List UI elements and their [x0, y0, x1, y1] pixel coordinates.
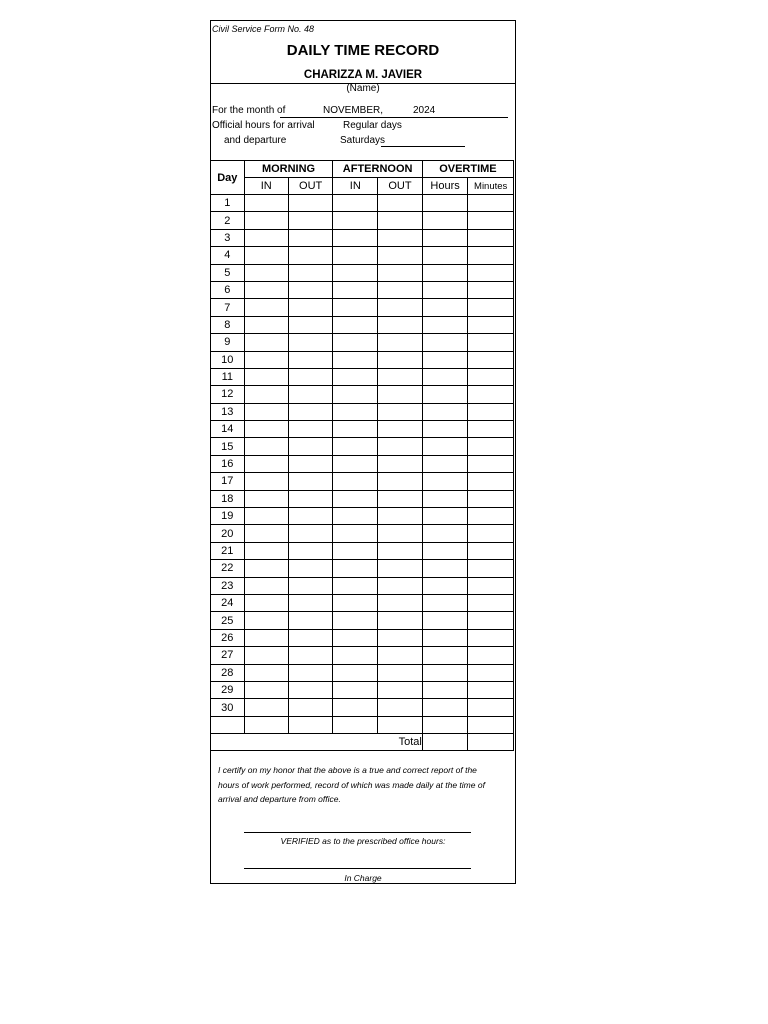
table-row [211, 560, 514, 577]
afternoon-in-cell[interactable] [333, 316, 378, 333]
afternoon-in-cell[interactable] [333, 386, 378, 403]
day-number: 25 [211, 612, 245, 629]
afternoon-out-cell[interactable] [378, 542, 423, 559]
morning-in-cell[interactable] [244, 681, 288, 698]
total-minutes-cell[interactable] [468, 734, 514, 751]
overtime-hours-cell[interactable] [422, 195, 468, 212]
overtime-hours-cell[interactable] [422, 508, 468, 525]
overtime-hours-cell[interactable] [422, 316, 468, 333]
afternoon-out-cell[interactable] [378, 629, 423, 646]
morning-in-cell[interactable] [244, 386, 288, 403]
morning-in-cell[interactable] [244, 542, 288, 559]
morning-out-cell[interactable] [288, 681, 333, 698]
morning-out-header: OUT [288, 178, 333, 195]
afternoon-out-cell[interactable] [378, 664, 423, 681]
afternoon-out-cell[interactable] [378, 473, 423, 490]
afternoon-out-cell[interactable] [378, 229, 423, 246]
overtime-hours-cell[interactable] [422, 473, 468, 490]
afternoon-in-cell[interactable] [333, 264, 378, 281]
overtime-minutes-cell[interactable] [468, 525, 514, 542]
morning-in-cell[interactable] [244, 334, 288, 351]
overtime-minutes-cell[interactable] [468, 647, 514, 664]
day-number: 24 [211, 594, 245, 611]
table-row [211, 299, 514, 316]
morning-in-cell[interactable] [244, 299, 288, 316]
afternoon-in-cell[interactable] [333, 334, 378, 351]
afternoon-in-cell[interactable] [333, 403, 378, 420]
name-caption: (Name) [346, 83, 380, 94]
afternoon-in-cell[interactable] [333, 212, 378, 229]
overtime-minutes-cell[interactable] [468, 577, 514, 594]
table-row [211, 247, 514, 264]
day-number: 5 [211, 264, 245, 281]
afternoon-out-cell[interactable] [378, 577, 423, 594]
afternoon-in-cell[interactable] [333, 473, 378, 490]
overtime-hours-cell[interactable] [422, 212, 468, 229]
afternoon-in-cell[interactable] [333, 542, 378, 559]
afternoon-out-cell[interactable] [378, 195, 423, 212]
table-row [211, 229, 514, 246]
table-row [211, 351, 514, 368]
morning-in-cell[interactable] [244, 281, 288, 298]
overtime-minutes-cell[interactable] [468, 247, 514, 264]
morning-out-cell[interactable] [288, 264, 333, 281]
afternoon-out-cell[interactable] [378, 264, 423, 281]
afternoon-out-cell[interactable] [378, 247, 423, 264]
official-hours-label: Official hours for arrival [212, 120, 315, 131]
morning-out-cell[interactable] [288, 699, 333, 716]
afternoon-in-cell[interactable] [333, 421, 378, 438]
overtime-hours-cell[interactable] [422, 368, 468, 385]
total-label: Total [211, 734, 423, 751]
day-number: 8 [211, 316, 245, 333]
morning-in-cell[interactable] [244, 438, 288, 455]
day-number: 6 [211, 281, 245, 298]
table-row [211, 664, 514, 681]
overtime-minutes-cell[interactable] [468, 629, 514, 646]
afternoon-in-cell[interactable] [333, 664, 378, 681]
employee-signature-line [244, 832, 471, 833]
overtime-hours-cell[interactable] [422, 716, 468, 733]
afternoon-out-cell[interactable] [378, 368, 423, 385]
morning-out-cell[interactable] [288, 542, 333, 559]
morning-in-cell[interactable] [244, 264, 288, 281]
overtime-minutes-cell[interactable] [468, 699, 514, 716]
morning-in-cell[interactable] [244, 455, 288, 472]
overtime-minutes-cell[interactable] [468, 334, 514, 351]
overtime-minutes-cell[interactable] [468, 716, 514, 733]
morning-out-cell[interactable] [288, 525, 333, 542]
morning-out-cell[interactable] [288, 560, 333, 577]
day-number: 13 [211, 403, 245, 420]
afternoon-out-cell[interactable] [378, 490, 423, 507]
overtime-hours-cell[interactable] [422, 455, 468, 472]
afternoon-in-cell[interactable] [333, 195, 378, 212]
overtime-minutes-cell[interactable] [468, 421, 514, 438]
overtime-hours-cell[interactable] [422, 647, 468, 664]
overtime-minutes-cell[interactable] [468, 560, 514, 577]
overtime-hours-cell[interactable] [422, 334, 468, 351]
afternoon-out-cell[interactable] [378, 316, 423, 333]
morning-in-cell[interactable] [244, 647, 288, 664]
overtime-hours-cell[interactable] [422, 438, 468, 455]
morning-out-cell[interactable] [288, 455, 333, 472]
certification-text: I certify on my honor that the above is a true and correct report of the hours of work performed, record of which was made daily at the time of arrival and departure from office. [218, 765, 485, 804]
afternoon-out-cell[interactable] [378, 438, 423, 455]
employee-name: CHARIZZA M. JAVIER [303, 69, 423, 81]
table-row [211, 212, 514, 229]
morning-out-cell[interactable] [288, 577, 333, 594]
table-row [211, 716, 514, 733]
afternoon-in-cell[interactable] [333, 508, 378, 525]
regular-days-label: Regular days [343, 120, 402, 131]
overtime-header: OVERTIME [422, 161, 513, 178]
day-number: 4 [211, 247, 245, 264]
day-number: 19 [211, 508, 245, 525]
day-number: 30 [211, 699, 245, 716]
overtime-minutes-cell[interactable] [468, 299, 514, 316]
table-row [211, 525, 514, 542]
morning-out-cell[interactable] [288, 490, 333, 507]
morning-out-cell[interactable] [288, 229, 333, 246]
overtime-minutes-cell[interactable] [468, 508, 514, 525]
overtime-hours-cell[interactable] [422, 247, 468, 264]
table-row [211, 473, 514, 490]
afternoon-in-cell[interactable] [333, 281, 378, 298]
overtime-hours-cell[interactable] [422, 229, 468, 246]
day-number: 22 [211, 560, 245, 577]
morning-out-cell[interactable] [288, 421, 333, 438]
table-row [211, 403, 514, 420]
afternoon-in-cell[interactable] [333, 368, 378, 385]
afternoon-in-cell[interactable] [333, 525, 378, 542]
afternoon-out-cell[interactable] [378, 716, 423, 733]
morning-out-cell[interactable] [288, 664, 333, 681]
afternoon-out-cell[interactable] [378, 681, 423, 698]
table-row [211, 421, 514, 438]
afternoon-in-cell[interactable] [333, 699, 378, 716]
overtime-hours-cell[interactable] [422, 560, 468, 577]
overtime-hours-cell[interactable] [422, 351, 468, 368]
overtime-minutes-cell[interactable] [468, 403, 514, 420]
table-row [211, 508, 514, 525]
overtime-hours-cell[interactable] [422, 577, 468, 594]
overtime-minutes-cell[interactable] [468, 212, 514, 229]
morning-in-cell[interactable] [244, 612, 288, 629]
afternoon-in-cell[interactable] [333, 629, 378, 646]
morning-in-cell[interactable] [244, 212, 288, 229]
table-row [211, 368, 514, 385]
morning-in-cell[interactable] [244, 368, 288, 385]
afternoon-out-cell[interactable] [378, 281, 423, 298]
afternoon-out-cell[interactable] [378, 699, 423, 716]
day-number: 17 [211, 473, 245, 490]
day-number: 1 [211, 195, 245, 212]
overtime-minutes-cell[interactable] [468, 351, 514, 368]
year-value: 2024 [413, 105, 436, 116]
in-charge-label: In Charge [344, 873, 382, 883]
afternoon-out-cell[interactable] [378, 421, 423, 438]
afternoon-out-cell[interactable] [378, 403, 423, 420]
afternoon-in-cell[interactable] [333, 560, 378, 577]
overtime-minutes-cell[interactable] [468, 229, 514, 246]
afternoon-out-cell[interactable] [378, 386, 423, 403]
overtime-hours-cell[interactable] [422, 386, 468, 403]
afternoon-out-cell[interactable] [378, 594, 423, 611]
table-row [211, 455, 514, 472]
overtime-hours-cell[interactable] [422, 264, 468, 281]
verified-label: VERIFIED as to the prescribed office hours: [280, 836, 446, 846]
afternoon-in-cell[interactable] [333, 612, 378, 629]
day-number: 15 [211, 438, 245, 455]
morning-in-cell[interactable] [244, 716, 288, 733]
overtime-minutes-cell[interactable] [468, 316, 514, 333]
overtime-minutes-header: Minutes [468, 178, 514, 195]
table-row [211, 281, 514, 298]
afternoon-out-cell[interactable] [378, 647, 423, 664]
morning-out-cell[interactable] [288, 403, 333, 420]
overtime-hours-cell[interactable] [422, 629, 468, 646]
day-number: 10 [211, 351, 245, 368]
morning-out-cell[interactable] [288, 212, 333, 229]
morning-in-header: IN [244, 178, 288, 195]
afternoon-out-cell[interactable] [378, 351, 423, 368]
morning-out-cell[interactable] [288, 351, 333, 368]
morning-out-cell[interactable] [288, 473, 333, 490]
table-row [211, 629, 514, 646]
morning-out-cell[interactable] [288, 594, 333, 611]
morning-in-cell[interactable] [244, 473, 288, 490]
table-row [211, 542, 514, 559]
table-row [211, 490, 514, 507]
table-row [211, 334, 514, 351]
day-number [211, 716, 245, 733]
table-row [211, 647, 514, 664]
day-number: 21 [211, 542, 245, 559]
morning-out-cell[interactable] [288, 629, 333, 646]
overtime-minutes-cell[interactable] [468, 664, 514, 681]
table-row [211, 594, 514, 611]
day-number: 23 [211, 577, 245, 594]
morning-out-cell[interactable] [288, 281, 333, 298]
afternoon-in-cell[interactable] [333, 247, 378, 264]
day-number: 2 [211, 212, 245, 229]
morning-in-cell[interactable] [244, 560, 288, 577]
overtime-minutes-cell[interactable] [468, 542, 514, 559]
overtime-hours-cell[interactable] [422, 421, 468, 438]
morning-out-cell[interactable] [288, 386, 333, 403]
afternoon-out-cell[interactable] [378, 560, 423, 577]
month-underline [280, 117, 508, 118]
morning-out-cell[interactable] [288, 316, 333, 333]
table-row [211, 612, 514, 629]
afternoon-out-cell[interactable] [378, 334, 423, 351]
afternoon-in-cell[interactable] [333, 490, 378, 507]
overtime-hours-cell[interactable] [422, 490, 468, 507]
table-row [211, 681, 514, 698]
table-row [211, 386, 514, 403]
morning-in-cell[interactable] [244, 594, 288, 611]
overtime-hours-cell[interactable] [422, 699, 468, 716]
afternoon-out-cell[interactable] [378, 299, 423, 316]
month-label: For the month of [212, 105, 286, 116]
day-number: 18 [211, 490, 245, 507]
afternoon-in-cell[interactable] [333, 647, 378, 664]
morning-out-cell[interactable] [288, 368, 333, 385]
total-hours-cell[interactable] [422, 734, 468, 751]
overtime-minutes-cell[interactable] [468, 386, 514, 403]
morning-in-cell[interactable] [244, 508, 288, 525]
in-charge-signature-line [244, 868, 471, 869]
time-record-table [210, 160, 514, 751]
daily-time-record-form [210, 20, 516, 884]
afternoon-in-cell[interactable] [333, 438, 378, 455]
morning-header: MORNING [244, 161, 333, 178]
overtime-minutes-cell[interactable] [468, 438, 514, 455]
overtime-hours-cell[interactable] [422, 281, 468, 298]
morning-in-cell[interactable] [244, 316, 288, 333]
afternoon-out-cell[interactable] [378, 508, 423, 525]
afternoon-header: AFTERNOON [333, 161, 422, 178]
overtime-minutes-cell[interactable] [468, 473, 514, 490]
day-number: 26 [211, 629, 245, 646]
afternoon-in-cell[interactable] [333, 577, 378, 594]
day-number: 9 [211, 334, 245, 351]
afternoon-in-cell[interactable] [333, 716, 378, 733]
day-number: 14 [211, 421, 245, 438]
day-number: 28 [211, 664, 245, 681]
morning-out-cell[interactable] [288, 299, 333, 316]
saturdays-underline [381, 146, 465, 147]
afternoon-in-header: IN [333, 178, 378, 195]
form-number: Civil Service Form No. 48 [212, 24, 315, 34]
overtime-hours-cell[interactable] [422, 681, 468, 698]
morning-out-cell[interactable] [288, 716, 333, 733]
morning-in-cell[interactable] [244, 247, 288, 264]
morning-out-cell[interactable] [288, 334, 333, 351]
overtime-hours-cell[interactable] [422, 664, 468, 681]
morning-in-cell[interactable] [244, 229, 288, 246]
table-row [211, 316, 514, 333]
overtime-minutes-cell[interactable] [468, 490, 514, 507]
overtime-minutes-cell[interactable] [468, 195, 514, 212]
day-number: 12 [211, 386, 245, 403]
overtime-hours-cell[interactable] [422, 612, 468, 629]
day-number: 3 [211, 229, 245, 246]
afternoon-in-cell[interactable] [333, 594, 378, 611]
afternoon-out-cell[interactable] [378, 612, 423, 629]
overtime-minutes-cell[interactable] [468, 594, 514, 611]
morning-out-cell[interactable] [288, 247, 333, 264]
table-row [211, 438, 514, 455]
morning-in-cell[interactable] [244, 490, 288, 507]
morning-out-cell[interactable] [288, 438, 333, 455]
overtime-hours-cell[interactable] [422, 594, 468, 611]
form-title: DAILY TIME RECORD [286, 42, 440, 59]
morning-out-cell[interactable] [288, 612, 333, 629]
overtime-minutes-cell[interactable] [468, 281, 514, 298]
table-row [211, 195, 514, 212]
morning-in-cell[interactable] [244, 525, 288, 542]
overtime-hours-cell[interactable] [422, 542, 468, 559]
overtime-minutes-cell[interactable] [468, 368, 514, 385]
overtime-hours-cell[interactable] [422, 403, 468, 420]
afternoon-in-cell[interactable] [333, 455, 378, 472]
day-number: 16 [211, 455, 245, 472]
table-row [211, 577, 514, 594]
morning-out-cell[interactable] [288, 508, 333, 525]
day-number: 7 [211, 299, 245, 316]
day-number: 11 [211, 368, 245, 385]
morning-out-cell[interactable] [288, 647, 333, 664]
day-number: 20 [211, 525, 245, 542]
morning-out-cell[interactable] [288, 195, 333, 212]
table-row [211, 699, 514, 716]
overtime-hours-header: Hours [422, 178, 468, 195]
morning-in-cell[interactable] [244, 577, 288, 594]
saturdays-label: Saturdays [340, 135, 386, 146]
morning-in-cell[interactable] [244, 664, 288, 681]
afternoon-in-cell[interactable] [333, 351, 378, 368]
day-number: 29 [211, 681, 245, 698]
afternoon-out-cell[interactable] [378, 525, 423, 542]
morning-in-cell[interactable] [244, 421, 288, 438]
afternoon-out-cell[interactable] [378, 455, 423, 472]
morning-in-cell[interactable] [244, 403, 288, 420]
departure-label: and departure [224, 135, 287, 146]
overtime-minutes-cell[interactable] [468, 681, 514, 698]
overtime-hours-cell[interactable] [422, 299, 468, 316]
day-header: Day [211, 161, 245, 195]
overtime-minutes-cell[interactable] [468, 264, 514, 281]
day-number: 27 [211, 647, 245, 664]
month-value: NOVEMBER, [323, 105, 384, 116]
morning-in-cell[interactable] [244, 629, 288, 646]
afternoon-out-header: OUT [378, 178, 423, 195]
overtime-minutes-cell[interactable] [468, 612, 514, 629]
afternoon-in-cell[interactable] [333, 681, 378, 698]
overtime-minutes-cell[interactable] [468, 455, 514, 472]
morning-in-cell[interactable] [244, 195, 288, 212]
morning-in-cell[interactable] [244, 699, 288, 716]
afternoon-in-cell[interactable] [333, 299, 378, 316]
afternoon-in-cell[interactable] [333, 229, 378, 246]
morning-in-cell[interactable] [244, 351, 288, 368]
overtime-hours-cell[interactable] [422, 525, 468, 542]
table-row [211, 264, 514, 281]
afternoon-out-cell[interactable] [378, 212, 423, 229]
